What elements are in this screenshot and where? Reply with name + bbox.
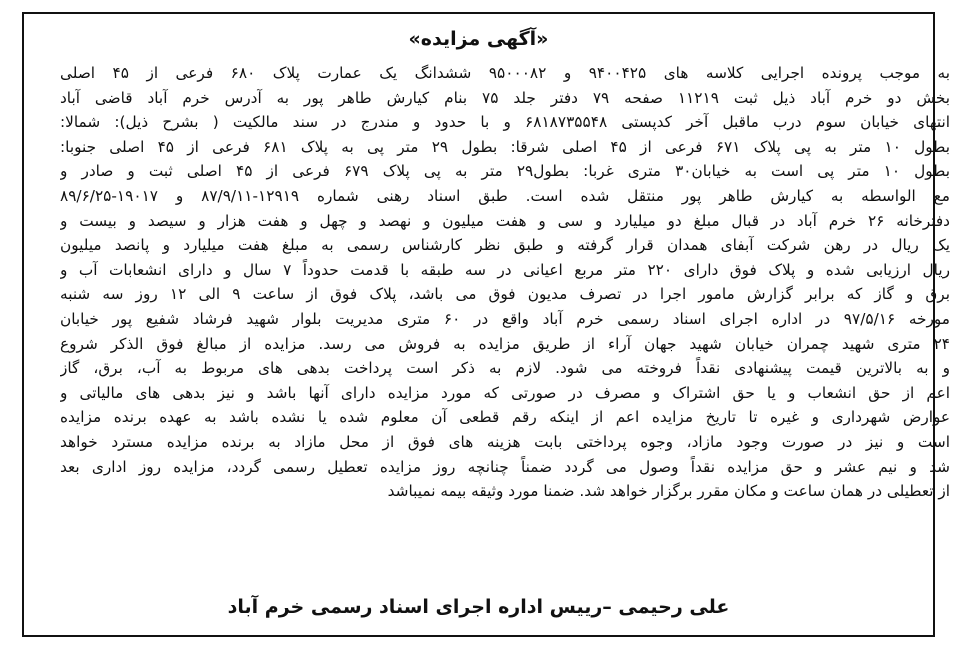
notice-line: انتهای خیابان سوم درب ماقبل آخر کدپستی ۶۸۱۸۷۳۵۵۴۸ و با حدود و مندرج در سند مالکیت ( بشرح ذیل): شمالا: bbox=[60, 113, 950, 132]
notice-line: و به بالاترین قیمت پیشنهادی نقداً فروخته می شود. لازم به ذکر است پرداخت بدهی های مربوط به آب، برق، گاز bbox=[60, 359, 950, 378]
notice-title: «آگهی مزایده» bbox=[408, 28, 549, 50]
notice-line: عوارض شهرداری و غیره تا تاریخ مزایده اعم از اینکه رقم قطعی آن معلوم شده یا نشده باشد به عهده برنده مزایده bbox=[60, 408, 950, 427]
notice-line: اعم از حق انشعاب و یا حق اشتراک و مصرف در صورتی که مورد مزایده دارای آنها باشد و نیز بدهی های مالیاتی و bbox=[60, 383, 950, 402]
notice-frame bbox=[22, 12, 950, 637]
notice-line: یک ریال در رهن شرکت آبفای همدان قرار گرفته و طبق نظر کارشناس رسمی به مبلغ هفت میلیارد و پانصد میلیون bbox=[60, 236, 950, 255]
notice-signature: علی رحیمی –رییس اداره اجرای اسناد رسمی خرم آباد bbox=[227, 596, 730, 618]
notice-line: از تعطیلی در همان ساعت و مکان مقرر برگزار خواهد شد. ضمنا مورد وثیقه بیمه نمیباشد bbox=[387, 482, 950, 501]
notice-line: ریال ارزیابی شده و پلاک فوق دارای ۲۲۰ متر مربع اعیانی در سه طبقه با قدمت حدوداً ۷ سال و دارای انشعابات آب و bbox=[60, 260, 950, 279]
notice-line: مورخه ۹۷/۵/۱۶ در اداره اجرای اسناد رسمی خرم آباد واقع در ۶۰ متری مدیریت بلوار شهید فرشاد شفیع پور خیابان bbox=[60, 309, 950, 328]
notice-line: شد و نیم عشر و حق مزایده نقداً وصول می گردد ضمناً چنانچه روز مزایده تعطیل رسمی گردد، مزایده روز اداری بعد bbox=[60, 457, 950, 476]
notice-line: بطول ۱۰ متر پی است به خیابان۳۰ متری غربا: بطول۲۹ متر به پی پلاک ۶۷۹ فرعی از ۴۵ اصلی ثبت و صادر و bbox=[60, 162, 950, 181]
notice-line: است و نیز در صورت وجود مازاد، وجوه پرداختی بابت هزینه های فوق از محل مازاد به برنده مزایده مسترد خواهد bbox=[60, 432, 950, 451]
notice-line: بطول ۱۰ متر به پی پلاک ۶۷۱ فرعی از ۴۵ اصلی شرقا: بطول ۲۹ متر پی به پلاک ۶۸۱ فرعی از ۴۵ اصلی جنوبا: bbox=[60, 137, 950, 156]
notice-line: دفترخانه ۲۶ خرم آباد در قبال مبلغ دو میلیارد و سی و هفت میلیون و نهصد و چهل و هفت هزار و سیصد و بیست و bbox=[60, 211, 950, 230]
notice-body bbox=[60, 61, 950, 504]
notice-line: مع الواسطه به کیارش طاهر پور منتقل شده است. طبق اسناد رهنی شماره ۱۲۹۱۹-۸۷/۹/۱۱ و ۱۹۰۱۷-۸۹/۶/۲۵ bbox=[60, 186, 950, 205]
notice-line: ۲۴ متری شهید چمران خیابان شهید جهان آراء از طریق مزایده به فروش می رسد. مزایده از مبالغ فوق الذکر شروع bbox=[60, 334, 950, 353]
notice-line: به موجب پرونده اجرایی کلاسه های ۹۴۰۰۴۲۵ و ۹۵۰۰۰۸۲ ششدانگ یک عمارت پلاک ۶۸۰ فرعی از ۴۵ اصلی bbox=[60, 64, 950, 82]
notice-line: برق و گاز که برابر گزارش مامور اجرا در تصرف مدیون فوق می باشد، پلاک فوق از ساعت ۹ الی ۱۲ روز سه شنبه bbox=[60, 285, 950, 304]
notice-line: بخش دو خرم آباد ذیل ثبت ۱۱۲۱۹ صفحه ۷۹ دفتر جلد ۷۵ بنام کیارش طاهر پور به آدرس خرم آباد قاضی آباد bbox=[60, 88, 950, 107]
